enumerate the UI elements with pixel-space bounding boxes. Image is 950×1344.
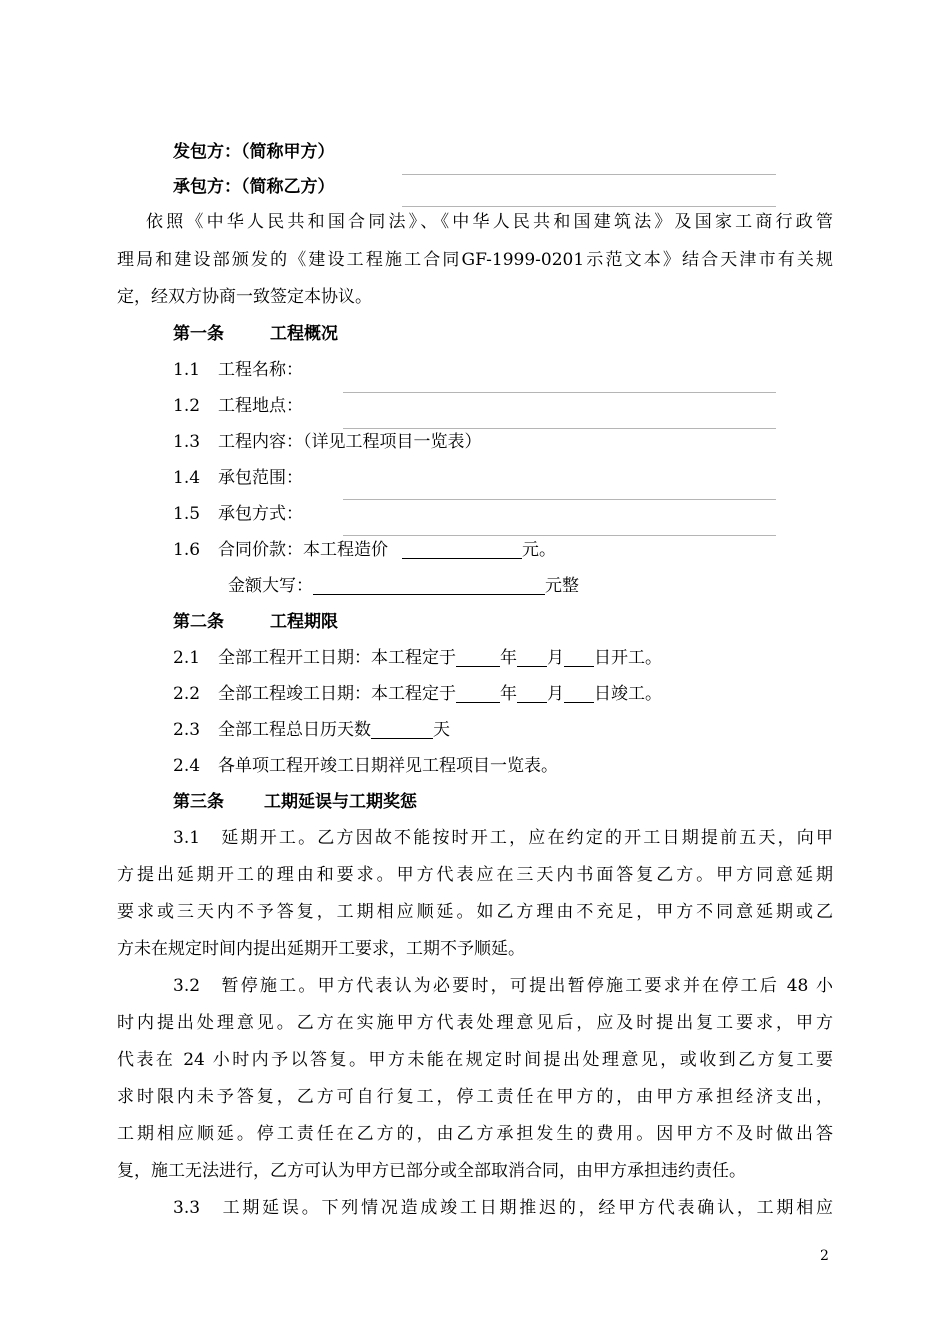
para-3-2-line-1: 3.2 暂停施工。甲方代表认为必要时，可提出暂停施工要求并在停工后 48 小 bbox=[173, 976, 833, 996]
item-1-5 bbox=[173, 502, 303, 526]
para-3-2-line-6: 复，施工无法进行，乙方可认为甲方已部分或全部取消合同，由甲方承担违约责任。 bbox=[117, 1161, 746, 1181]
total-days-blank bbox=[371, 719, 433, 739]
month-label: 月 bbox=[547, 684, 565, 704]
price-unit: 元。 bbox=[522, 540, 557, 560]
article1-title: 工程概况 bbox=[270, 324, 338, 344]
article3-number: 第三条 bbox=[173, 792, 224, 812]
item-text: 承包范围： bbox=[218, 468, 304, 488]
price-blank bbox=[402, 539, 522, 559]
year-label: 年 bbox=[500, 684, 518, 704]
amount-label: 金额大写： bbox=[228, 576, 313, 596]
contractor-line: 承包方：（简称乙方） bbox=[173, 177, 335, 197]
scope-blank-rule bbox=[343, 499, 776, 500]
article3-heading bbox=[173, 790, 417, 814]
item-text: 工程地点： bbox=[218, 396, 304, 416]
item-text: 工程名称： bbox=[218, 360, 304, 380]
item-2-4 bbox=[173, 754, 558, 778]
para-3-1-line-4: 方未在规定时间内提出延期开工要求，工期不予顺延。 bbox=[117, 939, 525, 959]
item-1-4 bbox=[173, 466, 303, 490]
article2-heading bbox=[173, 610, 338, 634]
amount-blank bbox=[313, 575, 545, 595]
item-number: 1.4 bbox=[173, 468, 201, 488]
item-number: 1.2 bbox=[173, 396, 201, 416]
item-number: 1.5 bbox=[173, 504, 201, 524]
employer-line: 发包方：（简称甲方） bbox=[173, 142, 335, 162]
para-3-2-line-2: 时内提出处理意见。乙方在实施甲方代表处理意见后，应及时提出复工要求，甲方 bbox=[117, 1013, 833, 1033]
item-number: 2.2 bbox=[173, 684, 201, 704]
amount-unit: 元整 bbox=[545, 576, 579, 596]
article3-title: 工期延误与工期奖惩 bbox=[264, 792, 417, 812]
item-text: 全部工程竣工日期：本工程定于 bbox=[218, 684, 457, 704]
start-day-blank bbox=[564, 647, 594, 667]
para-3-1-line-1: 3.1 延期开工。乙方因故不能按时开工，应在约定的开工日期提前五天，向甲 bbox=[173, 828, 833, 848]
item-number: 1.6 bbox=[173, 540, 201, 560]
item-text: 全部工程开工日期：本工程定于 bbox=[218, 648, 457, 668]
para-3-2-line-4: 求时限内未予答复，乙方可自行复工，停工责任在甲方的，由甲方承担经济支出， bbox=[117, 1087, 833, 1107]
project-name-blank-rule bbox=[343, 392, 776, 393]
page-number: 2 bbox=[820, 1248, 829, 1264]
item-number: 2.3 bbox=[173, 720, 201, 740]
item-2-2 bbox=[173, 682, 662, 706]
item-text: 全部工程总日历天数 bbox=[218, 720, 372, 740]
article2-title: 工程期限 bbox=[270, 612, 338, 632]
para-3-1-line-3: 要求或三天内不予答复，工期相应顺延。如乙方理由不充足，甲方不同意延期或乙 bbox=[117, 902, 833, 922]
amount-in-words-line bbox=[228, 574, 579, 598]
item-1-2 bbox=[173, 394, 303, 418]
day-label: 日开工。 bbox=[594, 648, 663, 668]
article1-heading bbox=[173, 322, 338, 346]
item-1-6 bbox=[173, 538, 556, 562]
article2-number: 第二条 bbox=[173, 612, 224, 632]
start-year-blank bbox=[456, 647, 500, 667]
method-blank-rule bbox=[343, 535, 776, 536]
item-number: 1.3 bbox=[173, 432, 201, 452]
item-2-1 bbox=[173, 646, 662, 670]
days-unit: 天 bbox=[433, 720, 451, 740]
day-label: 日竣工。 bbox=[594, 684, 663, 704]
intro-line-1: 依照《中华人民共和国合同法》、《中华人民共和国建筑法》及国家工商行政管 bbox=[146, 212, 833, 232]
item-text: 工程内容：（详见工程项目一览表） bbox=[218, 432, 482, 452]
finish-month-blank bbox=[517, 683, 547, 703]
para-3-2-line-3: 代表在 24 小时内予以答复。甲方未能在规定时间提出处理意见，或收到乙方复工要 bbox=[117, 1050, 833, 1070]
intro-line-2: 理局和建设部颁发的《建设工程施工合同GF-1999-0201示范文本》结合天津市有关规 bbox=[117, 250, 833, 270]
finish-year-blank bbox=[456, 683, 500, 703]
para-3-2-line-5: 工期相应顺延。停工责任在乙方的，由乙方承担发生的费用。因甲方不及时做出答 bbox=[117, 1124, 833, 1144]
item-2-3 bbox=[173, 718, 450, 742]
article1-number: 第一条 bbox=[173, 324, 224, 344]
finish-day-blank bbox=[564, 683, 594, 703]
employer-blank-rule bbox=[402, 174, 776, 175]
project-location-blank-rule bbox=[343, 428, 776, 429]
item-text: 承包方式： bbox=[218, 504, 304, 524]
item-number: 2.1 bbox=[173, 648, 201, 668]
para-3-1-line-2: 方提出延期开工的理由和要求。甲方代表应在三天内书面答复乙方。甲方同意延期 bbox=[117, 865, 833, 885]
intro-line-3: 定，经双方协商一致签定本协议。 bbox=[117, 287, 372, 307]
contractor-blank-rule bbox=[402, 206, 776, 207]
item-1-1 bbox=[173, 358, 303, 382]
item-text: 合同价款：本工程造价 bbox=[218, 540, 389, 560]
para-3-3-line-1: 3.3 工期延误。下列情况造成竣工日期推迟的，经甲方代表确认，工期相应 bbox=[173, 1198, 833, 1218]
year-label: 年 bbox=[500, 648, 518, 668]
month-label: 月 bbox=[547, 648, 565, 668]
item-number: 2.4 bbox=[173, 756, 201, 776]
item-1-3 bbox=[173, 430, 482, 454]
item-number: 1.1 bbox=[173, 360, 201, 380]
item-text: 各单项工程开竣工日期祥见工程项目一览表。 bbox=[218, 756, 559, 776]
start-month-blank bbox=[517, 647, 547, 667]
